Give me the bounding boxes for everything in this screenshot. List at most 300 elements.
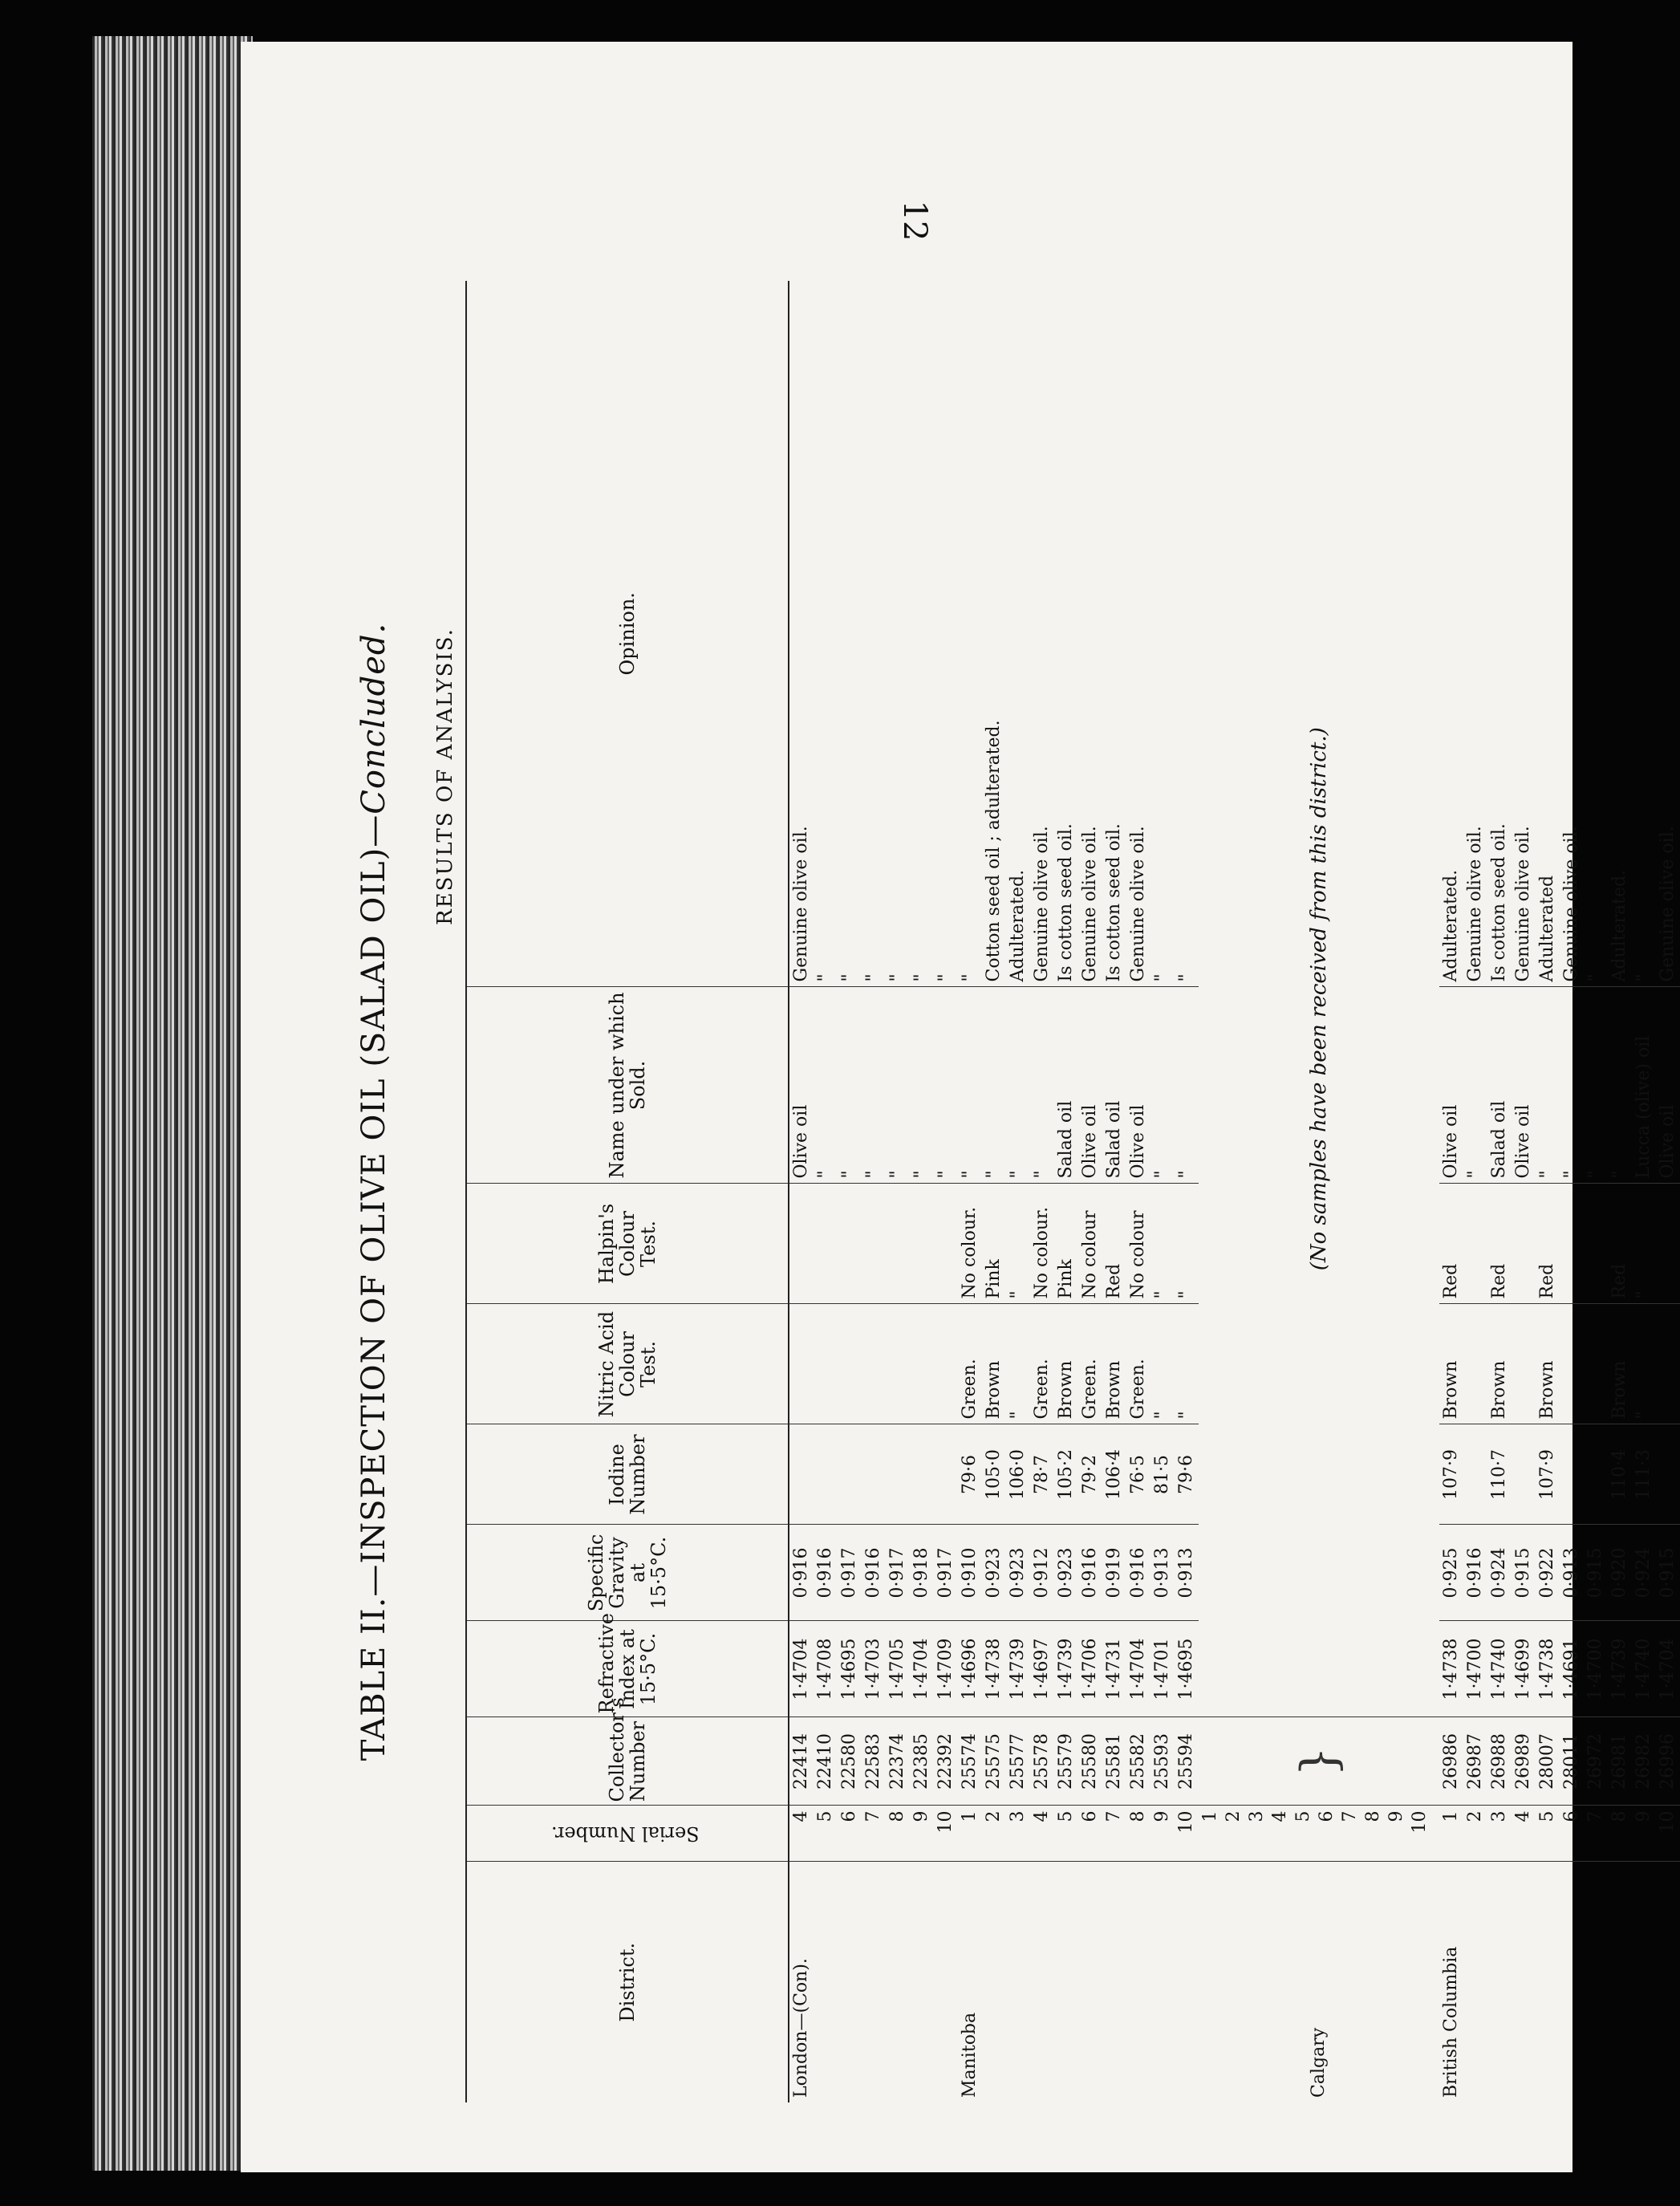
table-row <box>886 281 910 2102</box>
name-sold-cell: Olive oil <box>789 987 814 1184</box>
name-sold-cell: " <box>958 987 982 1184</box>
halpin-cell: Red <box>1102 1184 1126 1304</box>
col-nitric: Nitric Acid Colour Test. <box>466 1304 789 1424</box>
collector-cell: 26996 <box>1656 1717 1680 1806</box>
collector-cell: 25575 <box>982 1717 1006 1806</box>
col-iodine: Iodine Number <box>466 1424 789 1525</box>
serial-cell: 5 <box>1293 1810 1313 1822</box>
district-cell <box>1078 1862 1102 2102</box>
serial-cell: 2 <box>1223 1810 1244 1822</box>
serial-cell: 7 <box>1102 1806 1126 1862</box>
table-row <box>1078 281 1102 2102</box>
gravity-cell: 0·913 <box>1150 1525 1175 1621</box>
table-row <box>838 281 862 2102</box>
serial-cell: 10 <box>1656 1806 1680 1862</box>
collector-cell: 22583 <box>862 1717 886 1806</box>
opinion-cell: " <box>1150 281 1175 987</box>
iodine-cell <box>838 1424 862 1525</box>
halpin-cell: Red <box>1608 1184 1632 1304</box>
iodine-cell: 105·0 <box>982 1424 1006 1525</box>
opinion-cell: Genuine olive oil. <box>1560 281 1584 987</box>
nitric-cell: Brown <box>982 1304 1006 1424</box>
collector-cell: 25577 <box>1006 1717 1030 1806</box>
halpin-cell <box>1512 1184 1536 1304</box>
gravity-cell: 0·919 <box>1102 1525 1126 1621</box>
refractive-cell: 1·4697 <box>1030 1621 1054 1717</box>
halpin-cell <box>814 1184 838 1304</box>
title-main: TABLE II.—INSPECTION OF OLIVE OIL (SALAD OIL)— <box>355 814 392 1761</box>
iodine-cell: 110·4 <box>1608 1424 1632 1525</box>
table-row <box>862 281 886 2102</box>
opinion-cell: Genuine olive oil. <box>1126 281 1150 987</box>
serial-cell: 4 <box>1270 1810 1290 1822</box>
refractive-cell: 1·4704 <box>1656 1621 1680 1717</box>
collector-cell: 25594 <box>1175 1717 1199 1806</box>
district-cell <box>1584 1862 1608 2102</box>
gravity-cell: 0·925 <box>1439 1525 1463 1621</box>
serial-cell: 9 <box>1386 1810 1406 1822</box>
table-row <box>1102 281 1126 2102</box>
district-cell: Manitoba <box>960 2012 980 2098</box>
district-cell <box>934 1862 958 2102</box>
district-cell <box>1560 1862 1584 2102</box>
nitric-cell <box>814 1304 838 1424</box>
district-cell <box>1030 1862 1054 2102</box>
serial-cell: 6 <box>1560 1806 1584 1862</box>
name-sold-cell: Salad oil <box>1054 987 1078 1184</box>
nitric-cell: Green. <box>1030 1304 1054 1424</box>
nitric-cell: " <box>1006 1304 1030 1424</box>
serial-cell: 3 <box>1487 1806 1512 1862</box>
district-cell <box>982 1862 1006 2102</box>
serial-cell: 10 <box>934 1806 958 1862</box>
name-sold-cell: " <box>1608 987 1632 1184</box>
halpin-cell <box>1656 1184 1680 1304</box>
table-row <box>1632 281 1656 2102</box>
iodine-cell <box>910 1424 934 1525</box>
refractive-cell: 1·4739 <box>1054 1621 1078 1717</box>
name-sold-cell: " <box>1150 987 1175 1184</box>
opinion-cell: Adulterated <box>1536 281 1560 987</box>
name-sold-cell: " <box>1584 987 1608 1184</box>
serial-cell: 2 <box>1463 1806 1487 1862</box>
name-sold-cell: " <box>1030 987 1054 1184</box>
refractive-cell: 1·4695 <box>838 1621 862 1717</box>
halpin-cell: " <box>1175 1184 1199 1304</box>
iodine-cell: 107·9 <box>1439 1424 1463 1525</box>
collector-cell: 26987 <box>1463 1717 1487 1806</box>
district-cell <box>1175 1862 1199 2102</box>
gravity-cell: 0·917 <box>934 1525 958 1621</box>
col-serial <box>466 1806 789 1862</box>
refractive-cell: 1·4704 <box>789 1621 814 1717</box>
gravity-cell: 0·924 <box>1632 1525 1656 1621</box>
table-row <box>934 281 958 2102</box>
district-cell <box>1512 1862 1536 2102</box>
iodine-cell: 79·2 <box>1078 1424 1102 1525</box>
opinion-cell: Genuine olive oil. <box>1030 281 1054 987</box>
olive-oil-table <box>465 281 1680 2102</box>
collector-cell: 28011 <box>1560 1717 1584 1806</box>
rotated-table-area <box>353 281 1678 2102</box>
gravity-cell: 0·913 <box>1175 1525 1199 1621</box>
refractive-cell: 1·4700 <box>1584 1621 1608 1717</box>
nitric-cell: Brown <box>1608 1304 1632 1424</box>
table-row <box>1126 281 1150 2102</box>
serial-cell: 6 <box>838 1806 862 1862</box>
table-row <box>1439 281 1463 2102</box>
table-row <box>1006 281 1030 2102</box>
collector-cell: 22392 <box>934 1717 958 1806</box>
refractive-cell: 1·4704 <box>910 1621 934 1717</box>
name-sold-cell: Olive oil <box>1656 987 1680 1184</box>
name-sold-cell: Olive oil <box>1512 987 1536 1184</box>
col-gravity: Specific Gravity at 15·5°C. <box>466 1525 789 1621</box>
iodine-cell: 106·0 <box>1006 1424 1030 1525</box>
name-sold-cell: " <box>1560 987 1584 1184</box>
nitric-cell <box>934 1304 958 1424</box>
refractive-cell: 1·4731 <box>1102 1621 1126 1717</box>
table-row <box>910 281 934 2102</box>
halpin-cell: Red <box>1536 1184 1560 1304</box>
gravity-cell: 0·915 <box>1656 1525 1680 1621</box>
collector-cell: 25574 <box>958 1717 982 1806</box>
name-sold-cell: " <box>814 987 838 1184</box>
gravity-cell: 0·916 <box>1463 1525 1487 1621</box>
halpin-cell <box>1463 1184 1487 1304</box>
iodine-cell <box>862 1424 886 1525</box>
gravity-cell: 0·917 <box>838 1525 862 1621</box>
gravity-cell: 0·916 <box>1078 1525 1102 1621</box>
refractive-cell: 1·4705 <box>886 1621 910 1717</box>
halpin-cell <box>862 1184 886 1304</box>
gravity-cell: 0·916 <box>789 1525 814 1621</box>
opinion-cell: " <box>814 281 838 987</box>
halpin-cell <box>934 1184 958 1304</box>
serial-cell: 10 <box>1175 1806 1199 1862</box>
collector-cell: 22580 <box>838 1717 862 1806</box>
halpin-cell <box>1584 1184 1608 1304</box>
district-cell <box>910 1862 934 2102</box>
halpin-cell: No colour <box>1126 1184 1150 1304</box>
iodine-cell <box>1463 1424 1487 1525</box>
no-samples-note: (No samples have been received from this district.) <box>1307 727 1331 1271</box>
table-row <box>958 281 982 2102</box>
iodine-cell: 111·3 <box>1632 1424 1656 1525</box>
name-sold-cell: " <box>910 987 934 1184</box>
nitric-cell: Green. <box>958 1304 982 1424</box>
table-title <box>353 281 395 2102</box>
table-row <box>1512 281 1536 2102</box>
name-sold-cell: Olive oil <box>1078 987 1102 1184</box>
book-spine-edge <box>92 36 253 2171</box>
name-sold-cell: " <box>886 987 910 1184</box>
iodine-cell <box>814 1424 838 1525</box>
collector-cell: 22410 <box>814 1717 838 1806</box>
refractive-cell: 1·4739 <box>1006 1621 1030 1717</box>
refractive-cell: 1·4699 <box>1512 1621 1536 1717</box>
gravity-cell: 0·915 <box>1512 1525 1536 1621</box>
iodine-cell <box>1560 1424 1584 1525</box>
halpin-cell: Red <box>1487 1184 1512 1304</box>
halpin-cell: " <box>1150 1184 1175 1304</box>
iodine-cell: 79·6 <box>958 1424 982 1525</box>
serial-cell: 4 <box>1030 1806 1054 1862</box>
iodine-cell: 105·2 <box>1054 1424 1078 1525</box>
col-opinion: Opinion. <box>466 281 789 987</box>
opinion-cell: " <box>838 281 862 987</box>
name-sold-cell: " <box>982 987 1006 1184</box>
table-row <box>789 281 814 2102</box>
nitric-cell: Brown <box>1439 1304 1463 1424</box>
gravity-cell: 0·920 <box>1608 1525 1632 1621</box>
serial-cell: 6 <box>1317 1810 1337 1822</box>
opinion-cell: Adulterated. <box>1439 281 1463 987</box>
iodine-cell <box>1656 1424 1680 1525</box>
serial-cell: 8 <box>1126 1806 1150 1862</box>
opinion-cell: Is cotton seed oil. <box>1487 281 1512 987</box>
name-sold-cell: Olive oil <box>1439 987 1463 1184</box>
opinion-cell: Genuine olive oil. <box>789 281 814 987</box>
collector-cell: 26972 <box>1584 1717 1608 1806</box>
serial-cell: 9 <box>1632 1806 1656 1862</box>
opinion-cell: " <box>1632 281 1656 987</box>
district-cell <box>1632 1862 1656 2102</box>
col-refractive: Refractive Index at 15·5°C. <box>466 1621 789 1717</box>
opinion-cell: Is cotton seed oil. <box>1102 281 1126 987</box>
gravity-cell: 0·916 <box>862 1525 886 1621</box>
iodine-cell: 110·7 <box>1487 1424 1512 1525</box>
district-cell <box>862 1862 886 2102</box>
name-sold-cell: " <box>1006 987 1030 1184</box>
iodine-cell <box>1584 1424 1608 1525</box>
nitric-cell <box>910 1304 934 1424</box>
collector-cell: 22374 <box>886 1717 910 1806</box>
nitric-cell: " <box>1175 1304 1199 1424</box>
opinion-cell: " <box>886 281 910 987</box>
opinion-cell: " <box>934 281 958 987</box>
table-row <box>814 281 838 2102</box>
table-row <box>982 281 1006 2102</box>
name-sold-cell: Salad oil <box>1487 987 1512 1184</box>
nitric-cell: Green. <box>1126 1304 1150 1424</box>
nitric-cell <box>789 1304 814 1424</box>
iodine-cell: 76·5 <box>1126 1424 1150 1525</box>
page-number: 12 <box>896 200 933 242</box>
gravity-cell: 0·916 <box>1126 1525 1150 1621</box>
table-row <box>1487 281 1512 2102</box>
gravity-cell: 0·916 <box>814 1525 838 1621</box>
table-row <box>1150 281 1175 2102</box>
title-concluded: Concluded. <box>355 622 392 815</box>
opinion-cell: " <box>958 281 982 987</box>
name-sold-cell: " <box>934 987 958 1184</box>
refractive-cell: 1·4708 <box>814 1621 838 1717</box>
refractive-cell: 1·4738 <box>982 1621 1006 1717</box>
district-cell <box>814 1862 838 2102</box>
name-sold-cell: Lucca (olive) oil <box>1632 987 1656 1184</box>
serial-cell: 3 <box>1247 1810 1267 1822</box>
district-cell <box>1054 1862 1078 2102</box>
calgary-brace-cell: } <box>1199 1717 1439 1806</box>
serial-cell: 1 <box>1439 1806 1463 1862</box>
nitric-cell: Brown <box>1487 1304 1512 1424</box>
opinion-cell: Genuine olive oil. <box>1463 281 1487 987</box>
serial-cell: 9 <box>1150 1806 1175 1862</box>
serial-cell: 5 <box>1536 1806 1560 1862</box>
name-sold-cell: " <box>838 987 862 1184</box>
collector-cell: 28007 <box>1536 1717 1560 1806</box>
collector-cell: 25593 <box>1150 1717 1175 1806</box>
gravity-cell: 0·923 <box>1006 1525 1030 1621</box>
col-name-sold: Name under which Sold. <box>466 987 789 1184</box>
halpin-cell: " <box>1006 1184 1030 1304</box>
district-cell <box>838 1862 862 2102</box>
refractive-cell: 1·4700 <box>1463 1621 1487 1717</box>
nitric-cell <box>1584 1304 1608 1424</box>
nitric-cell: " <box>1150 1304 1175 1424</box>
halpin-cell <box>1560 1184 1584 1304</box>
serial-cell: 8 <box>886 1806 910 1862</box>
district-cell <box>1150 1862 1175 2102</box>
name-sold-cell: " <box>862 987 886 1184</box>
opinion-cell: " <box>910 281 934 987</box>
district-cell: British Columbia <box>1441 1946 1461 2098</box>
collector-cell: 25579 <box>1054 1717 1078 1806</box>
nitric-cell <box>862 1304 886 1424</box>
district-cell <box>1102 1862 1126 2102</box>
district-cell <box>1608 1862 1632 2102</box>
serial-cell: 5 <box>814 1806 838 1862</box>
table-row <box>1656 281 1680 2102</box>
table-body <box>789 281 1680 2102</box>
refractive-cell: 1·4701 <box>1150 1621 1175 1717</box>
opinion-cell: Cotton seed oil ; adulterated. <box>982 281 1006 987</box>
col-halpin: Halpin's Colour Test. <box>466 1184 789 1304</box>
halpin-cell <box>886 1184 910 1304</box>
serial-cell: 5 <box>1054 1806 1078 1862</box>
iodine-cell: 107·9 <box>1536 1424 1560 1525</box>
col-serial-label: Serial Number. <box>551 1822 700 1845</box>
serial-cell: 1 <box>1200 1810 1220 1822</box>
gravity-cell: 0·923 <box>1054 1525 1078 1621</box>
refractive-cell: 1·4740 <box>1487 1621 1512 1717</box>
gravity-cell: 0·910 <box>958 1525 982 1621</box>
refractive-cell: 1·4691 <box>1560 1621 1584 1717</box>
col-district: District. <box>466 1862 789 2102</box>
nitric-cell: Brown <box>1536 1304 1560 1424</box>
header-row <box>466 281 789 2102</box>
refractive-cell: 1·4709 <box>934 1621 958 1717</box>
district-cell: London—(Con). <box>791 1958 811 2098</box>
iodine-cell: 81·5 <box>1150 1424 1175 1525</box>
iodine-cell <box>1512 1424 1536 1525</box>
gravity-cell: 0·915 <box>1584 1525 1608 1621</box>
opinion-cell: Is cotton seed oil. <box>1054 281 1078 987</box>
opinion-cell: Adulterated. <box>1006 281 1030 987</box>
iodine-cell: 78·7 <box>1030 1424 1054 1525</box>
serial-list-cell <box>1199 1806 1439 1862</box>
district-cell <box>1463 1862 1487 2102</box>
serial-cell: 3 <box>1006 1806 1030 1862</box>
table-row <box>1560 281 1584 2102</box>
district-cell <box>1656 1862 1680 2102</box>
gravity-cell: 0·917 <box>886 1525 910 1621</box>
refractive-cell: 1·4695 <box>1175 1621 1199 1717</box>
serial-cell: 6 <box>1078 1806 1102 1862</box>
collector-cell: 25578 <box>1030 1717 1054 1806</box>
halpin-cell: No colour. <box>1030 1184 1054 1304</box>
serial-cell: 4 <box>789 1806 814 1862</box>
nitric-cell: " <box>1632 1304 1656 1424</box>
name-sold-cell: " <box>1175 987 1199 1184</box>
nitric-cell <box>886 1304 910 1424</box>
gravity-cell: 0·922 <box>1536 1525 1560 1621</box>
collector-cell: 26989 <box>1512 1717 1536 1806</box>
nitric-cell <box>1560 1304 1584 1424</box>
opinion-cell: Genuine olive oil. <box>1078 281 1102 987</box>
halpin-cell <box>838 1184 862 1304</box>
opinion-cell: " <box>1584 281 1608 987</box>
halpin-cell: No colour. <box>958 1184 982 1304</box>
refractive-cell: 1·4738 <box>1439 1621 1463 1717</box>
table-row <box>1536 281 1560 2102</box>
collector-cell: 26988 <box>1487 1717 1512 1806</box>
district-cell <box>1126 1862 1150 2102</box>
iodine-cell <box>934 1424 958 1525</box>
nitric-cell <box>838 1304 862 1424</box>
district-cell: Calgary <box>1309 2027 1329 2098</box>
refractive-cell: 1·4703 <box>862 1621 886 1717</box>
halpin-cell: Pink <box>1054 1184 1078 1304</box>
district-cell <box>1487 1862 1512 2102</box>
halpin-cell: Pink <box>982 1184 1006 1304</box>
refractive-cell: 1·4696 <box>958 1621 982 1717</box>
refractive-cell: 1·4706 <box>1078 1621 1102 1717</box>
serial-cell: 8 <box>1608 1806 1632 1862</box>
collector-cell: 25581 <box>1102 1717 1126 1806</box>
serial-cell: 9 <box>910 1806 934 1862</box>
calgary-row <box>1199 281 1439 2102</box>
serial-cell: 1 <box>958 1806 982 1862</box>
nitric-cell <box>1656 1304 1680 1424</box>
nitric-cell: Brown <box>1102 1304 1126 1424</box>
opinion-cell: Genuine olive oil. <box>1656 281 1680 987</box>
nitric-cell: Green. <box>1078 1304 1102 1424</box>
district-cell <box>886 1862 910 2102</box>
district-cell <box>1536 1862 1560 2102</box>
table-row <box>1175 281 1199 2102</box>
opinion-cell: Adulterated. <box>1608 281 1632 987</box>
gravity-cell: 0·912 <box>1030 1525 1054 1621</box>
serial-cell: 4 <box>1512 1806 1536 1862</box>
serial-cell: 7 <box>1584 1806 1608 1862</box>
collector-cell: 26982 <box>1632 1717 1656 1806</box>
halpin-cell: Red <box>1439 1184 1463 1304</box>
table-row <box>1030 281 1054 2102</box>
collector-cell: 22385 <box>910 1717 934 1806</box>
serial-cell: 8 <box>1363 1810 1383 1822</box>
halpin-cell <box>910 1184 934 1304</box>
name-sold-cell: Olive oil <box>1126 987 1150 1184</box>
iodine-cell: 106·4 <box>1102 1424 1126 1525</box>
iodine-cell <box>789 1424 814 1525</box>
table-row <box>1608 281 1632 2102</box>
calgary-note-cell <box>1199 281 1439 1717</box>
results-of-analysis-header: RESULTS OF ANALYSIS. <box>433 628 457 925</box>
opinion-cell: " <box>862 281 886 987</box>
serial-cell: 7 <box>862 1806 886 1862</box>
